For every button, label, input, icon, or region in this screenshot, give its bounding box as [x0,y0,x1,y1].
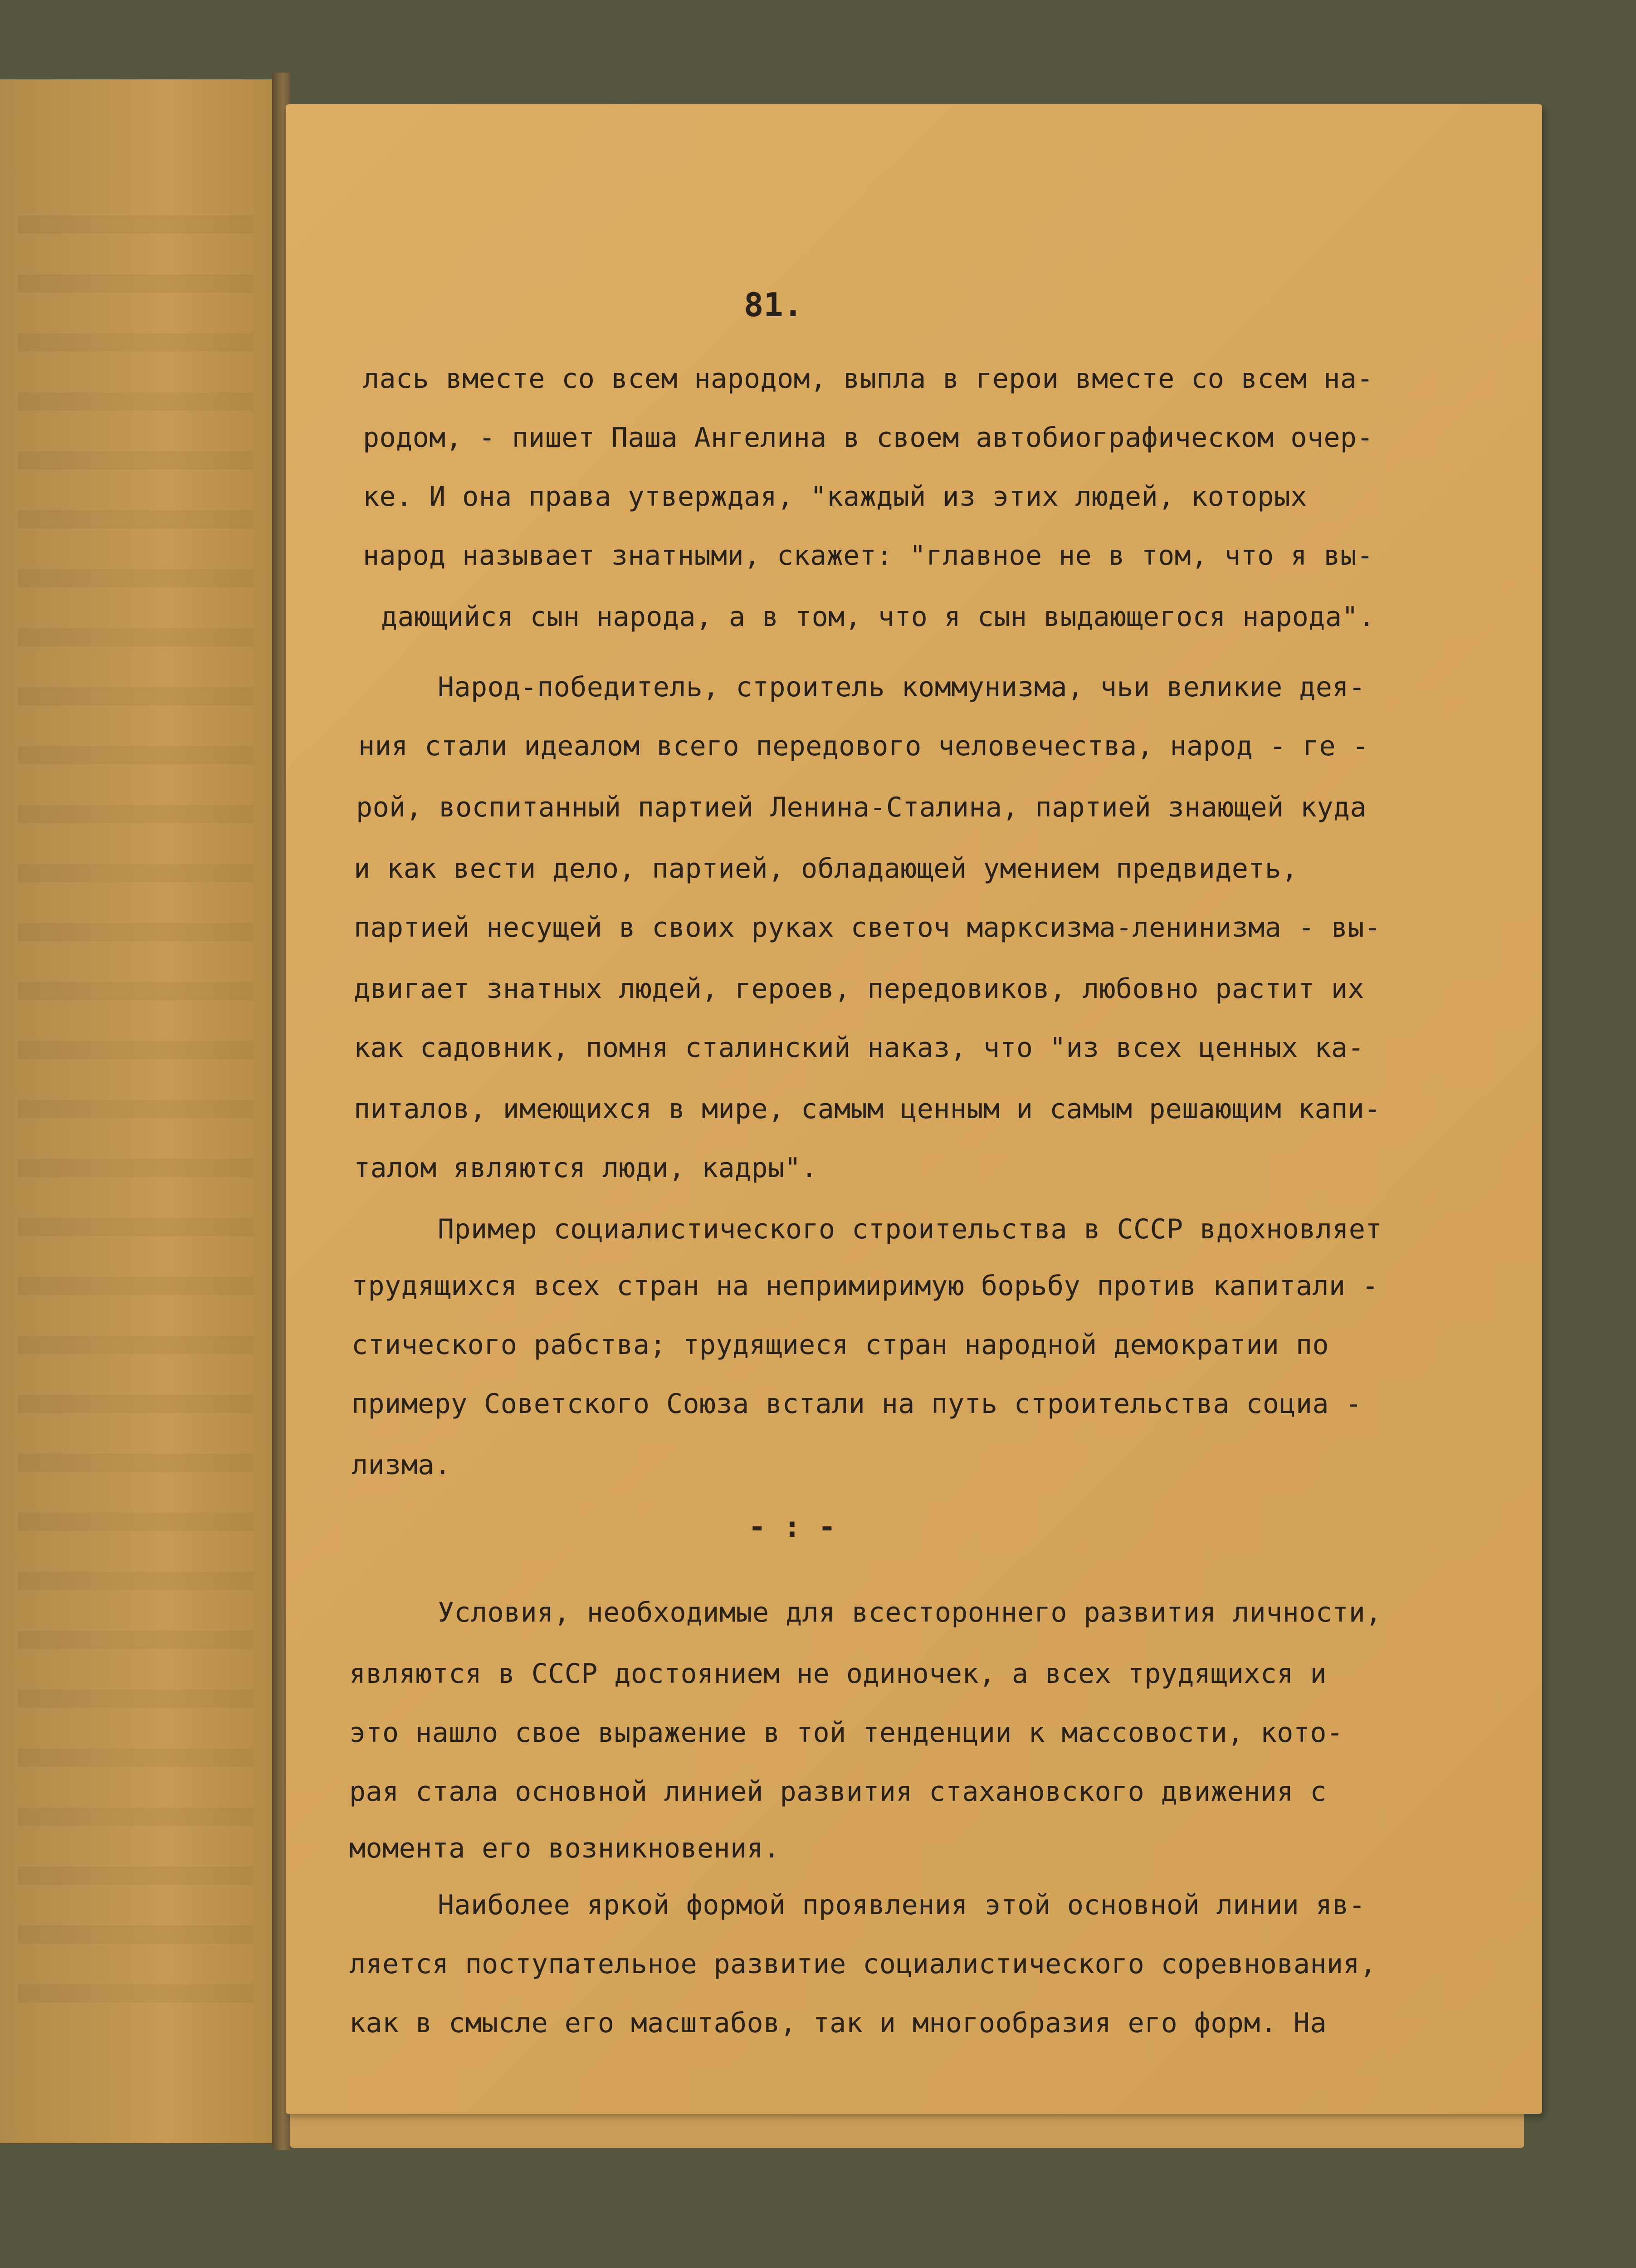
text-line: ляется поступательное развитие социалистического соревнования, [349,1948,1377,1980]
text-line: примеру Советского Союза встали на путь строительства социа - [352,1388,1362,1420]
text-line: момента его возникновения. [349,1833,780,1864]
text-line: ния стали идеалом всего передового человечества, народ - ге - [358,730,1369,762]
section-separator: - : - [748,1510,836,1544]
text-line: трудящихся всех стран на непримиримую борьбу против капитали - [352,1270,1379,1302]
text-line: родом, - пишет Паша Ангелина в своем автобиографическом очер- [363,422,1373,454]
text-line: лизма. [352,1449,451,1481]
text-line: Наиболее яркой формой проявления этой основной линии яв- [438,1889,1366,1921]
text-line: и как вести дело, партией, обладающей умением предвидеть, [354,853,1298,885]
page-number: 81. [744,286,803,324]
text-line: Условия, необходимые для всестороннего развития личности, [438,1597,1382,1628]
text-line: стического рабства; трудящиеся стран народной демократии по [352,1329,1329,1361]
text-line: рая стала основной линией развития стахановского движения с [349,1776,1327,1808]
left-page [0,79,279,2143]
text-line: лась вместе со всем народом, выпла в герои вместе со всем на- [363,363,1373,395]
text-line: талом являются люди, кадры". [354,1152,818,1184]
text-line: рой, воспитанный партией Ленина-Сталина, партией знающей куда [356,792,1367,823]
text-line: как в смысле его масштабов, так и многообразия его форм. На [349,2007,1327,2039]
text-line: народ называет знатными, скажет: "главное не в том, что я вы- [363,540,1373,572]
text-line: двигает знатных людей, героев, передовиков, любовно растит их [354,973,1364,1005]
bleed-through-text [18,215,254,2030]
text-line: Народ-победитель, строитель коммунизма, чьи великие дея- [438,671,1366,703]
text-line: партией несущей в своих руках светоч марксизма-ленинизма - вы- [354,912,1381,943]
text-line: являются в СССР достоянием не одиночек, а всех трудящихся и [349,1658,1327,1690]
text-line: это нашло свое выражение в той тенденции к массовости, кото- [349,1717,1343,1749]
text-line: дающийся сын народа, а в том, что я сын выдающегося народа". [381,601,1375,633]
text-line: питалов, имеющихся в мире, самым ценным и самым решающим капи- [354,1093,1381,1125]
text-line: Пример социалистического строительства в СССР вдохновляет [438,1213,1382,1245]
text-line: как садовник, помня сталинский наказ, что "из всех ценных ка- [354,1032,1364,1064]
text-line: ке. И она права утверждая, "каждый из этих людей, которых [363,481,1307,513]
